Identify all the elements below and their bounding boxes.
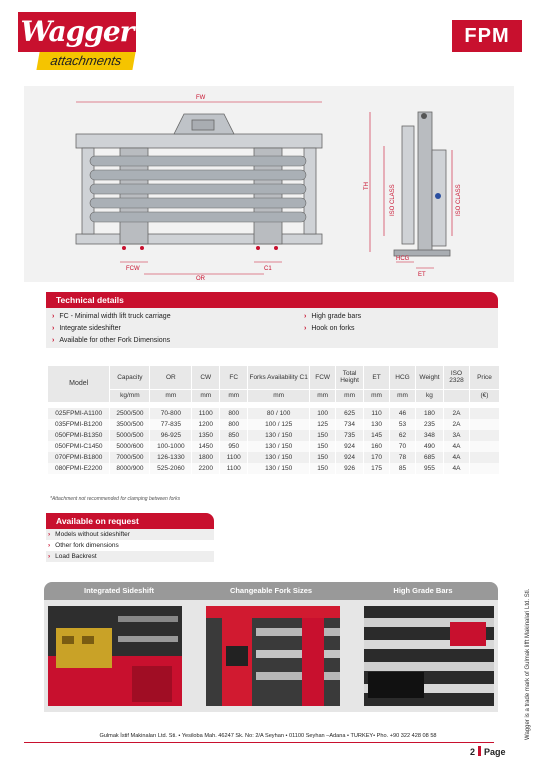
table-cell: 1350 [192,430,220,441]
table-cell: 1450 [192,441,220,452]
page-number: 2 Page [470,747,506,757]
table-row [48,408,500,419]
unit-cell: mm [364,389,390,402]
table-header: FC [220,366,248,389]
table-cell: 175 [364,463,390,474]
table-row [48,430,500,441]
table-cell: 125 [310,419,336,430]
dim-iso-2: ISO CLASS [456,184,462,216]
arrow-icon: › [48,531,51,538]
dim-or: OR [196,276,205,282]
table-header: ISO 2328 [443,366,469,389]
wagger-logo [18,12,136,70]
table-header: Capacity [110,366,150,389]
table-cell: 1100 [220,463,248,474]
table-cell: 850 [220,430,248,441]
table-cell: 4A [443,441,469,452]
unit-cell: mm [248,389,310,402]
model-cell: 050FPMI-C1450 [48,441,110,452]
table-cell: 625 [336,408,364,419]
table-cell [469,452,499,463]
photo-title: Integrated Sideshift [83,586,154,595]
table-cell: 924 [336,441,364,452]
photo-changeable-fork-sizes [206,606,340,706]
unit-cell [443,389,469,402]
table-cell: 348 [416,430,444,441]
table-cell: 735 [336,430,364,441]
table-cell: 7000/500 [110,452,150,463]
dim-iso-1: ISO CLASS [390,184,396,216]
table-cell: 80 / 100 [248,408,310,419]
unit-cell: kg [416,389,444,402]
table-cell: 53 [390,419,416,430]
list-item: › Load Backrest [46,551,214,562]
arrow-icon: › [304,325,307,332]
model-cell: 050FPMI-B1350 [48,430,110,441]
unit-cell: mm [310,389,336,402]
table-row [48,463,500,474]
table-cell: 100 / 125 [248,419,310,430]
table-cell: 150 [310,463,336,474]
model-cell: 035FPMI-B1200 [48,419,110,430]
table-cell: 3500/500 [110,419,150,430]
table-cell: 800 [220,419,248,430]
table-header: CW [192,366,220,389]
arrow-icon: › [48,542,51,549]
table-row [48,441,500,452]
table-cell: 130 / 150 [248,452,310,463]
table-cell: 2A [443,419,469,430]
list-item: › Models without sideshifter [46,529,214,540]
table-cell: 160 [364,441,390,452]
table-cell: 924 [336,452,364,463]
table-cell: 150 [310,430,336,441]
table-cell: 130 [364,419,390,430]
table-cell: 62 [390,430,416,441]
table-cell: 96-925 [150,430,192,441]
arrow-icon: › [48,553,51,560]
table-cell: 85 [390,463,416,474]
photo-integrated-sideshift [48,606,182,706]
table-cell: 70-800 [150,408,192,419]
table-cell [469,430,499,441]
table-header: Forks Availability C1 [248,366,310,389]
table-cell: 150 [310,441,336,452]
table-footnote: *Attachment not recommended for clamping between forks [50,496,181,502]
list-item: › Other fork dimensions [48,542,119,549]
unit-cell: mm [150,389,192,402]
table-row [48,419,500,430]
tech-item: › High grade bars [304,313,362,320]
unit-cell: mm [192,389,220,402]
table-cell: 5000/600 [110,441,150,452]
table-header: Total Height [336,366,364,389]
table-cell [469,419,499,430]
table-cell: 3A [443,430,469,441]
dim-et: ET [418,272,426,278]
table-cell: 2500/500 [110,408,150,419]
table-cell [469,408,499,419]
unit-cell: mm [220,389,248,402]
table-cell: 734 [336,419,364,430]
logo-subtitle: attachments [36,52,135,70]
table-cell: 130 / 150 [248,463,310,474]
tech-item: › Available for other Fork Dimensions [52,337,171,344]
table-cell [469,441,499,452]
table-header: Weight [416,366,444,389]
table-header: FCW [310,366,336,389]
table-header: OR [150,366,192,389]
photo-high-grade-bars [364,606,494,706]
photo-section-header [44,582,498,600]
table-cell: 950 [220,441,248,452]
table-cell: 685 [416,452,444,463]
table-cell: 235 [416,419,444,430]
table-cell: 130 / 150 [248,430,310,441]
table-cell: 1100 [192,408,220,419]
arrow-icon: › [304,313,307,320]
table-cell: 1200 [192,419,220,430]
tech-item: › FC - Minimal width lift truck carriage [52,313,171,320]
table-cell: 926 [336,463,364,474]
page-separator [478,746,481,756]
arrow-icon: › [52,325,55,332]
dim-fw: FW [196,95,206,101]
dim-hcg: HCG [396,256,410,262]
table-cell: 8000/900 [110,463,150,474]
technical-details-header: Technical details [46,292,498,308]
model-cell: 025FPMI-A1100 [48,408,110,419]
tech-item: › Hook on forks [304,325,355,332]
table-cell: 126-1330 [150,452,192,463]
technical-details-box [46,308,498,348]
model-header: Model [48,366,110,402]
model-cell: 080FPMI-E2200 [48,463,110,474]
table-cell: 2200 [192,463,220,474]
trademark-note: Wagger is a trade mark of Gulmak lifft Makinalari Ltd. Sti. [525,588,531,740]
table-cell: 130 / 150 [248,441,310,452]
available-list [46,529,214,571]
table-cell: 70 [390,441,416,452]
arrow-icon: › [52,337,55,344]
table-body [48,402,500,474]
unit-cell: mm [390,389,416,402]
table-header: Price [469,366,499,389]
available-on-request-header: Available on request [46,513,214,529]
photo-title: Changeable Fork Sizes [229,586,313,595]
page-header [0,0,542,80]
footer-divider [24,742,494,743]
table-cell: 46 [390,408,416,419]
tech-item: › Integrate sideshifter [52,325,121,332]
table-cell: 110 [364,408,390,419]
table-cell: 77-835 [150,419,192,430]
table-cell: 4A [443,463,469,474]
table-cell: 955 [416,463,444,474]
specification-table [48,366,500,474]
unit-cell: mm [336,389,364,402]
table-cell: 78 [390,452,416,463]
photo-title: High Grade Bars [393,586,453,595]
table-cell: 100-1000 [150,441,192,452]
table-row [48,452,500,463]
table-header: HCG [390,366,416,389]
table-cell [469,463,499,474]
model-cell: 070FPMI-B1800 [48,452,110,463]
table-cell: 1100 [220,452,248,463]
table-cell: 800 [220,408,248,419]
table-cell: 100 [310,408,336,419]
table-cell: 170 [364,452,390,463]
footer-address: Gulmak İstif Makinaları Ltd. Sti. • Yesiloba Mah. 46247 Sk. No: 2/A Seyhan • 01100 Seyhan –Adana • TURKEY• Pho. +90 322 428 08 58 [99,733,437,739]
drawing-svg [24,86,514,282]
table-cell: 2A [443,408,469,419]
unit-cell: (€) [469,389,499,402]
dim-fcw: FCW [126,266,140,272]
fpm-logo: FPM [452,20,522,52]
dim-th: TH [364,182,370,190]
table-header: ET [364,366,390,389]
dim-c1: C1 [264,266,272,272]
logo-wordmark: Wagger [18,12,136,52]
technical-drawing [24,86,514,282]
table-cell: 490 [416,441,444,452]
table-cell: 180 [416,408,444,419]
table-cell: 5000/500 [110,430,150,441]
arrow-icon: › [52,313,55,320]
table-cell: 1800 [192,452,220,463]
table-cell: 4A [443,452,469,463]
table-cell: 145 [364,430,390,441]
table-cell: 150 [310,452,336,463]
table-cell: 525-2060 [150,463,192,474]
unit-cell: kg/mm [110,389,150,402]
